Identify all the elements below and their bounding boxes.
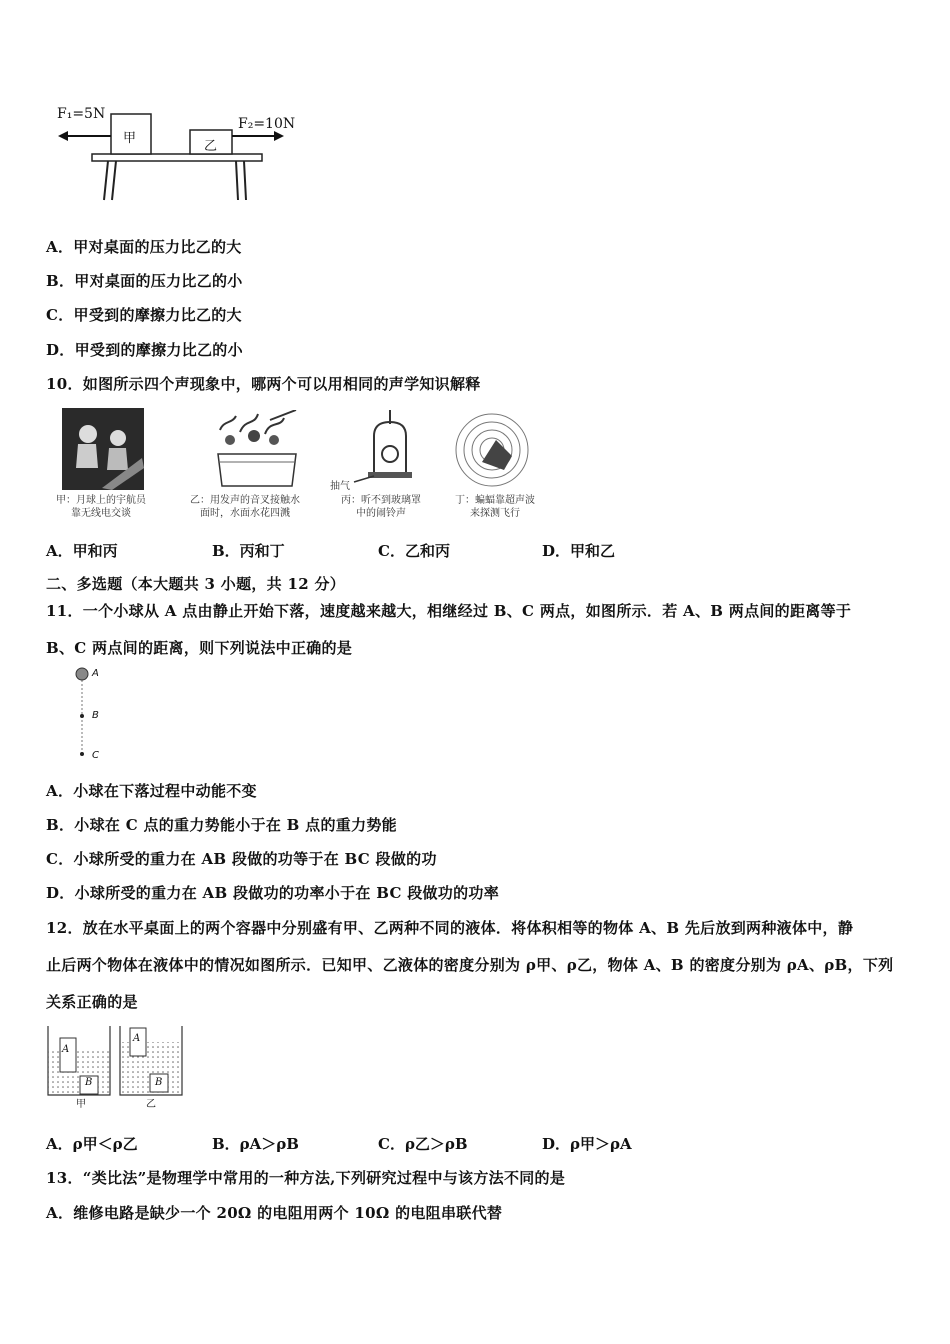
- caption-ding-line1: 丁：蝙蝠靠超声波: [455, 495, 535, 506]
- q10-option-d: D．甲和乙: [542, 542, 616, 560]
- object-b-label-jia: B: [85, 1077, 93, 1088]
- container-yi: [120, 1026, 182, 1095]
- caption-jia-line2: 靠无线电交谈: [71, 508, 131, 519]
- q11-option-c: C．小球所受的重力在 AB 段做的功等于在 BC 段做的功: [46, 850, 437, 868]
- caption-yi-line1: 乙：用发声的音叉接触水: [190, 495, 300, 506]
- force-arrow-right-icon: [232, 131, 284, 141]
- q11-option-b: B．小球在 C 点的重力势能小于在 B 点的重力势能: [46, 816, 397, 834]
- q12-option-d: D．ρ甲＞ρA: [542, 1135, 632, 1153]
- containers-figure: [46, 1020, 186, 1108]
- caption-bing-line2: 中的闹铃声: [356, 508, 406, 519]
- tuning-fork-water-picture: [210, 410, 306, 490]
- force-f2-label: F₂=10N: [238, 116, 296, 132]
- point-a-label: A: [92, 668, 99, 679]
- q9-option-d: D．甲受到的摩擦力比乙的小: [46, 341, 243, 359]
- q9-option-b: B．甲对桌面的压力比乙的小: [46, 272, 243, 290]
- q12-stem-line1: 12．放在水平桌面上的两个容器中分别盛有甲、乙两种不同的液体．将体积相等的物体 A、B 先后放到两种液体中，静: [46, 919, 854, 937]
- q13-stem: 13．“类比法”是物理学中常用的一种方法,下列研究过程中与该方法不同的是: [46, 1169, 566, 1187]
- section-title: 二、多选题（本大题共 3 小题，共 12 分）: [46, 575, 346, 593]
- q9-option-a: A．甲对桌面的压力比乙的大: [46, 238, 242, 256]
- force-f1-label: F₁=5N: [57, 106, 106, 122]
- q13-option-a: A．维修电路是缺少一个 20Ω 的电阻用两个 10Ω 的电阻串联代替: [46, 1204, 503, 1222]
- caption-bing-line1: 丙：听不到玻璃罩: [341, 495, 421, 506]
- q12-option-c: C．ρ乙＞ρB: [378, 1135, 468, 1153]
- point-b-label: B: [92, 710, 99, 721]
- container-jia-label: 甲: [76, 1099, 86, 1110]
- q10-option-b: B．丙和丁: [212, 542, 285, 560]
- q10-option-c: C．乙和丙: [378, 542, 450, 560]
- caption-ding-line2: 来探测飞行: [470, 508, 520, 519]
- caption-ding: [440, 494, 550, 520]
- container-jia: [48, 1026, 110, 1095]
- object-a-label-yi: A: [133, 1033, 141, 1044]
- force-arrow-left-icon: [58, 131, 111, 141]
- q12-stem-line2: 止后两个物体在液体中的情况如图所示．已知甲、乙液体的密度分别为 ρ甲、ρ乙，物体 A、B 的密度分别为 ρA、ρB，下列: [46, 956, 894, 974]
- block-jia-label: 甲: [123, 131, 137, 146]
- caption-jia-line1: 甲：月球上的宇航员: [56, 495, 146, 506]
- table-icon: [92, 154, 262, 200]
- ball-icon: [76, 668, 88, 680]
- q12-option-b: B．ρA＞ρB: [212, 1135, 299, 1153]
- q11-stem-line2: B、C 两点间的距离，则下列说法中正确的是: [46, 639, 353, 657]
- caption-yi-line2: 面时，水面水花四溅: [200, 508, 290, 519]
- bell-jar-picture: [350, 410, 430, 490]
- falling-ball-figure: [74, 666, 94, 762]
- block-yi-label: 乙: [204, 139, 218, 154]
- q11-option-d: D．小球所受的重力在 AB 段做功的功率小于在 BC 段做功的功率: [46, 884, 500, 902]
- object-b-label-yi: B: [155, 1077, 163, 1088]
- q10-stem: 10．如图所示四个声现象中，哪两个可以用相同的声学知识解释: [46, 375, 481, 393]
- q12-stem-line3: 关系正确的是: [46, 993, 138, 1011]
- q11-stem-line1: 11．一个小球从 A 点由静止开始下落，速度越来越大，相继经过 B、C 两点，如图所示．若 A、B 两点间的距离等于: [46, 602, 852, 620]
- container-yi-label: 乙: [146, 1099, 156, 1110]
- caption-bing: [326, 494, 436, 520]
- bat-ultrasound-picture: [452, 410, 532, 490]
- q12-option-a: A．ρ甲＜ρ乙: [46, 1135, 138, 1153]
- caption-yi: [180, 494, 310, 520]
- q9-option-c: C．甲受到的摩擦力比乙的大: [46, 306, 242, 324]
- point-c-label: C: [92, 750, 99, 761]
- pump-label: 抽气: [330, 481, 350, 492]
- object-a-label-jia: A: [62, 1044, 70, 1055]
- caption-jia: [46, 494, 156, 520]
- q11-option-a: A．小球在下落过程中动能不变: [46, 782, 257, 800]
- astronaut-picture: [62, 408, 144, 490]
- q10-option-a: A．甲和丙: [46, 542, 118, 560]
